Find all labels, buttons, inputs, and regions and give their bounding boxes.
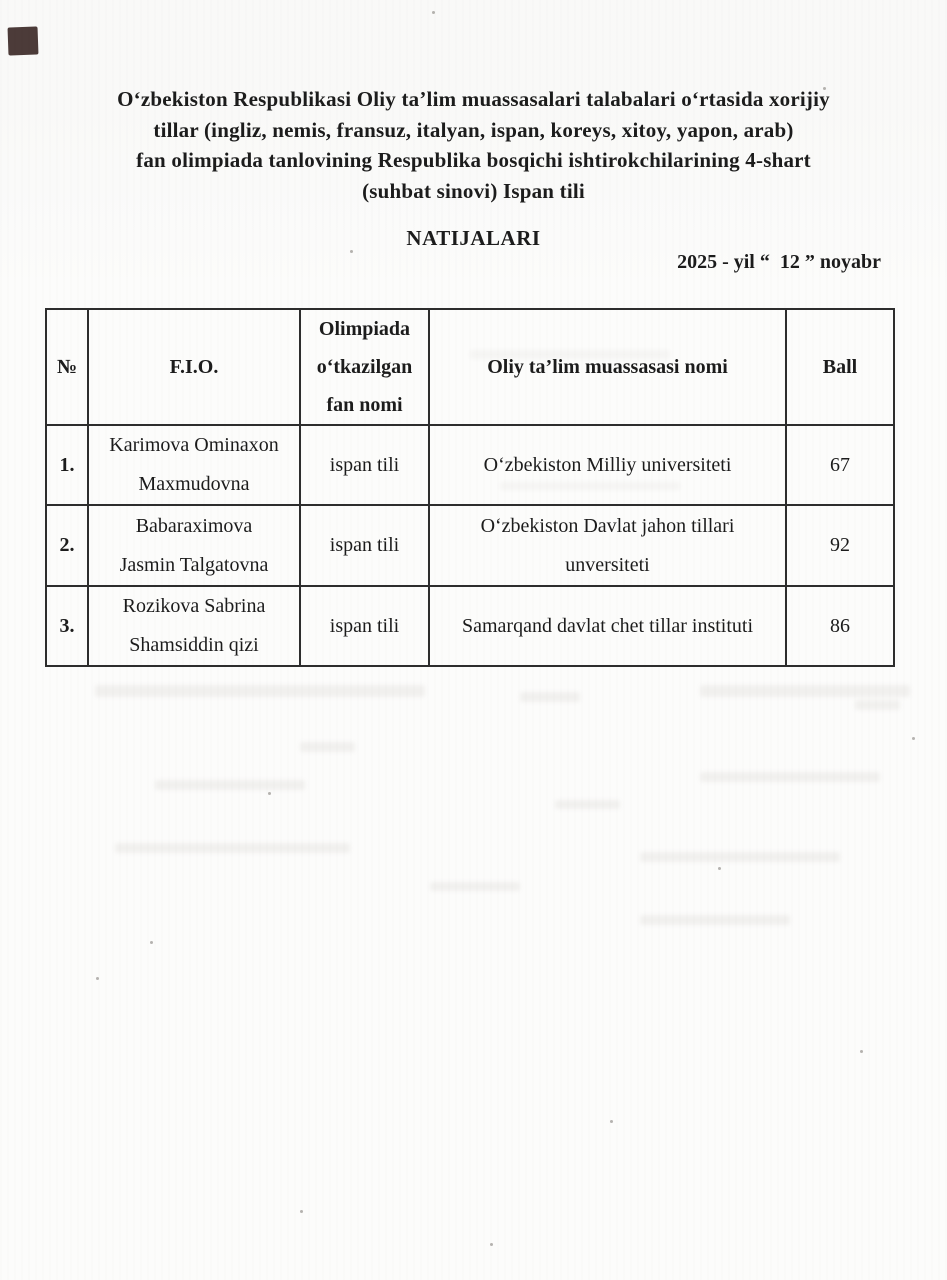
table-row — [46, 586, 894, 666]
scan-speck — [610, 1120, 613, 1123]
row-number: 3. — [46, 586, 88, 666]
scan-speck — [268, 792, 271, 795]
bleedthrough-mark — [115, 843, 350, 853]
university-name: Oʻzbekiston Milliy universiteti — [429, 425, 786, 505]
participant-name: Karimova Ominaxon Maxmudovna — [88, 425, 300, 505]
scan-speck — [718, 867, 721, 870]
bleedthrough-mark — [700, 772, 880, 782]
scan-speck — [490, 1243, 493, 1246]
score-value: 92 — [786, 505, 894, 586]
scan-corner-artifact — [8, 26, 39, 55]
bleedthrough-mark — [700, 685, 910, 697]
title-line-2: tillar (ingliz, nemis, fransuz, italyan, ispan, koreys, xitoy, yapon, arab) — [153, 117, 794, 142]
column-header-score: Ball — [786, 309, 894, 425]
column-header-number: № — [46, 309, 88, 425]
bleedthrough-mark — [520, 692, 580, 702]
document-title — [0, 84, 947, 206]
row-number: 2. — [46, 505, 88, 586]
column-header-university: Oliy ta’lim muassasasi nomi — [429, 309, 786, 425]
title-line-3: fan olimpiada tanlovining Respublika bosqichi ishtirokchilarining 4-shart — [136, 148, 811, 172]
table-header-row — [46, 309, 894, 425]
subject-name: ispan tili — [300, 586, 429, 666]
participant-name: Babaraximova Jasmin Talgatovna — [88, 505, 300, 586]
university-name: Oʻzbekiston Davlat jahon tillari unversiteti — [429, 505, 786, 586]
bleedthrough-mark — [430, 882, 520, 891]
results-heading: NATIJALARI — [406, 226, 541, 250]
scan-speck — [150, 941, 153, 944]
table-row — [46, 425, 894, 505]
table-row — [46, 505, 894, 586]
bleedthrough-mark — [555, 800, 620, 809]
bleedthrough-mark — [155, 780, 305, 790]
bleedthrough-mark — [855, 700, 900, 710]
subject-name: ispan tili — [300, 505, 429, 586]
score-value: 67 — [786, 425, 894, 505]
participant-name: Rozikova Sabrina Shamsiddin qizi — [88, 586, 300, 666]
title-line-4: (suhbat sinovi) Ispan tili — [362, 178, 585, 203]
scan-speck — [912, 737, 915, 740]
bleedthrough-mark — [640, 915, 790, 925]
bleedthrough-mark — [95, 685, 425, 697]
scan-speck — [860, 1050, 863, 1053]
bleedthrough-mark — [300, 742, 355, 752]
title-line-1: Oʻzbekiston Respublikasi Oliy ta’lim muassasalari talabalari oʻrtasida xorijiy — [117, 87, 830, 111]
column-header-fio: F.I.O. — [88, 309, 300, 425]
scan-speck — [96, 977, 99, 980]
subject-name: ispan tili — [300, 425, 429, 505]
row-number: 1. — [46, 425, 88, 505]
date-line: 2025 - yil “ 12 ” noyabr — [677, 251, 881, 273]
column-header-subject: Olimpiada oʻtkazilgan fan nomi — [300, 309, 429, 425]
bleedthrough-mark — [640, 852, 840, 862]
scan-speck — [300, 1210, 303, 1213]
results-table — [45, 308, 895, 667]
university-name: Samarqand davlat chet tillar instituti — [429, 586, 786, 666]
scan-speck — [432, 11, 435, 14]
score-value: 86 — [786, 586, 894, 666]
